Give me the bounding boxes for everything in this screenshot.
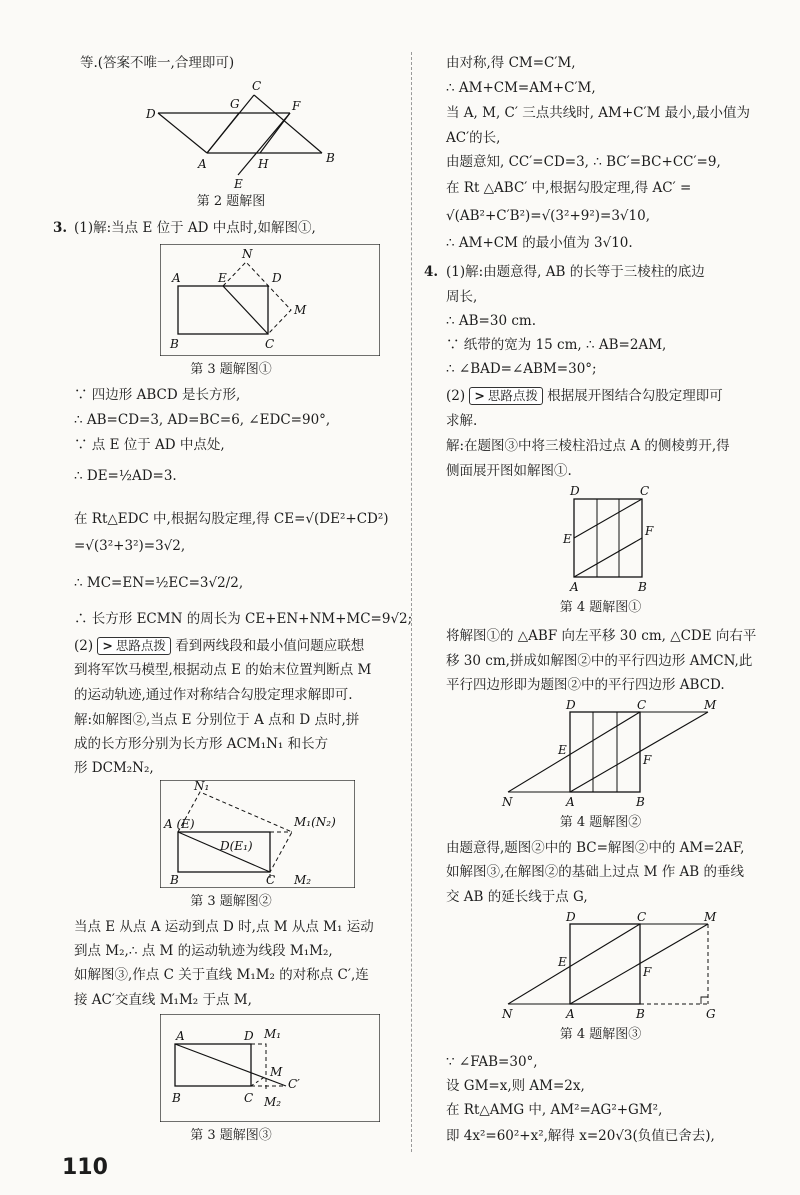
fig2-label: B bbox=[326, 151, 335, 165]
hint-line: 求解. bbox=[446, 413, 478, 429]
solution-line: 由对称,得 CM=C′M, bbox=[446, 55, 576, 71]
hint-tag bbox=[469, 387, 543, 405]
fig3c-label: M bbox=[270, 1065, 283, 1079]
solution-line: ∵ 纸带的宽为 15 cm, ∴ AB=2AM, bbox=[446, 337, 667, 353]
fig2-label: A bbox=[198, 157, 207, 171]
fig4c-right-angle bbox=[701, 997, 708, 1004]
fig4a-line-AF bbox=[574, 538, 642, 577]
fig3a-label: M bbox=[294, 303, 307, 317]
question-number: 3. bbox=[53, 220, 68, 236]
solution-line: =√(3²+3²)=3√2, bbox=[74, 538, 186, 554]
fig4a-label: D bbox=[570, 485, 580, 498]
solution-line: 平行四边形即为题图②中的平行四边形 ABCD. bbox=[446, 677, 725, 693]
fig4c-rect bbox=[570, 924, 640, 1004]
fig4a-line-EC bbox=[574, 499, 642, 538]
fig3c-label: C bbox=[244, 1091, 254, 1105]
hint-tag bbox=[97, 637, 171, 655]
solution-line: ∴ AM+CM=AM+C′M, bbox=[446, 80, 596, 96]
q3-part1: (1)解:当点 E 位于 AD 中点时,如解图①, bbox=[74, 220, 316, 236]
fig4c-label: G bbox=[706, 1007, 716, 1021]
solution-line: 解:在题图③中将三棱柱沿过点 A 的侧棱剪开,得 bbox=[446, 438, 730, 454]
fig2-line-DA bbox=[158, 113, 207, 153]
fig3c-label: C′ bbox=[288, 1077, 300, 1091]
solution-line: 周长, bbox=[446, 289, 478, 305]
page-number: 110 bbox=[62, 1155, 108, 1180]
answer-note: 等.(答案不唯一,合理即可) bbox=[80, 55, 235, 71]
solution-line: ∴ DE=½AD=3. bbox=[74, 468, 177, 484]
fig3b-label: D(E₁) bbox=[220, 839, 253, 853]
part-label: (2) bbox=[446, 388, 466, 404]
fig4b-line-AM bbox=[570, 712, 708, 792]
fig3a-label: D bbox=[272, 271, 282, 285]
fig3a-label: E bbox=[218, 271, 227, 285]
fig4b-label: M bbox=[704, 700, 717, 712]
fig4b-label: F bbox=[643, 753, 652, 767]
fig3c-label: M₁ bbox=[264, 1027, 282, 1041]
column-divider bbox=[411, 52, 412, 1152]
hint-line bbox=[446, 386, 723, 406]
solution-line: 将解图①的 △ABF 向左平移 30 cm, △CDE 向右平 bbox=[446, 628, 757, 644]
fig3a-rect bbox=[178, 286, 268, 334]
hint-line: 到将军饮马模型,根据动点 E 的始末位置判断点 M bbox=[74, 662, 372, 678]
fig4b-label: C bbox=[637, 700, 647, 712]
fig4c-label: A bbox=[566, 1007, 575, 1021]
fig4c-label: C bbox=[637, 912, 647, 924]
fig3b-label: N₁ bbox=[194, 780, 210, 793]
fig4c-line-NC bbox=[508, 924, 640, 1004]
solution-line: 在 Rt△AMG 中, AM²=AG²+GM², bbox=[446, 1102, 663, 1118]
fig2-label: D bbox=[146, 107, 156, 121]
fig4a-label: F bbox=[645, 524, 654, 538]
fig3c-label: A bbox=[176, 1029, 185, 1043]
q4-part1: (1)解:由题意得, AB 的长等于三棱柱的底边 bbox=[446, 264, 705, 280]
solution-line: √(AB²+C′B²)=√(3²+9²)=3√10, bbox=[446, 208, 650, 224]
solution-line: 在 Rt △ABC′ 中,根据勾股定理,得 AC′ = bbox=[446, 180, 692, 196]
fig4b-line-NC bbox=[508, 712, 640, 792]
fig4c-label: M bbox=[704, 912, 717, 924]
solution-line: 侧面展开图如解图①. bbox=[446, 463, 572, 479]
solution-line: ∵ ∠FAB=30°, bbox=[446, 1054, 538, 1070]
question-number: 4. bbox=[424, 264, 439, 280]
fig4a-label: B bbox=[638, 580, 647, 594]
solution-line: 到点 M₂,∴ 点 M 的运动轨迹为线段 M₁M₂, bbox=[74, 943, 333, 959]
solution-line: 如解图③,在解图②的基础上过点 M 作 AB 的垂线 bbox=[446, 864, 744, 880]
fig4b-label: E bbox=[558, 743, 567, 757]
figure-q4-1 bbox=[560, 485, 660, 595]
fig4b-rect bbox=[570, 712, 640, 792]
solution-line: ∴ AM+CM 的最小值为 3√10. bbox=[446, 235, 633, 251]
hint-text: 看到两线段和最小值问题应联想 bbox=[175, 638, 365, 654]
solution-line: 移 30 cm,拼成如解图②中的平行四边形 AMCN,此 bbox=[446, 653, 753, 669]
hint-tag-label: 思路点拨 bbox=[115, 638, 166, 653]
fig2-label: G bbox=[230, 97, 240, 111]
solution-line: 交 AB 的延长线于点 G, bbox=[446, 889, 588, 905]
fig3b-label: B bbox=[170, 873, 179, 887]
fig3a-label: N bbox=[242, 247, 253, 261]
fig3a-label: A bbox=[172, 271, 181, 285]
solution-line: AC′的长, bbox=[446, 130, 501, 146]
fig4a-label: C bbox=[640, 485, 650, 498]
solution-line: 接 AC′交直线 M₁M₂ 于点 M, bbox=[74, 992, 252, 1008]
fig4c-label: B bbox=[636, 1007, 645, 1021]
figure-q3-3 bbox=[160, 1014, 380, 1122]
fig4c-label: N bbox=[502, 1007, 513, 1021]
fig2-line-GA bbox=[207, 113, 239, 153]
fig3b-label: C bbox=[266, 873, 276, 887]
fig4a-label: E bbox=[563, 532, 572, 546]
hint-tag-label: 思路点拨 bbox=[487, 388, 538, 403]
solution-line: 当点 E 从点 A 运动到点 D 时,点 M 从点 M₁ 运动 bbox=[74, 919, 374, 935]
arrow-icon: > bbox=[102, 638, 113, 653]
hint-line: 的运动轨迹,通过作对称结合勾股定理求解即可. bbox=[74, 687, 353, 703]
solution-line: ∴ 长方形 ECMN 的周长为 CE+EN+NM+MC=9√2; bbox=[74, 611, 413, 627]
fig4c-label: F bbox=[643, 965, 652, 979]
solution-line: ∴ AB=30 cm. bbox=[446, 313, 536, 329]
solution-line: 当 A, M, C′ 三点共线时, AM+C′M 最小,最小值为 bbox=[446, 105, 750, 121]
fig3c-caption: 第 3 题解图③ bbox=[190, 1128, 272, 1143]
fig4a-caption: 第 4 题解图① bbox=[559, 600, 642, 615]
fig4b-label: N bbox=[502, 795, 513, 809]
hint-text: 根据展开图结合勾股定理即可 bbox=[547, 388, 723, 404]
figure-q4-2 bbox=[500, 700, 720, 812]
fig2-label: E bbox=[234, 177, 243, 190]
fig4b-label: B bbox=[636, 795, 645, 809]
fig4c-label: E bbox=[558, 955, 567, 969]
solution-line: 由题意知, CC′=CD=3, ∴ BC′=BC+CC′=9, bbox=[446, 154, 721, 170]
fig3b-caption: 第 3 题解图② bbox=[190, 894, 272, 909]
fig3b-label: A (E) bbox=[164, 817, 195, 831]
solution-line: ∵ 点 E 位于 AD 中点处, bbox=[74, 437, 225, 453]
solution-line: ∴ ∠BAD=∠ABM=30°; bbox=[446, 361, 597, 377]
solution-line: ∴ AB=CD=3, AD=BC=6, ∠EDC=90°, bbox=[74, 412, 331, 428]
fig3c-label: B bbox=[172, 1091, 181, 1105]
fig2-line-FH bbox=[260, 113, 290, 153]
figure-q3-2 bbox=[160, 780, 355, 888]
figure-q3-1 bbox=[160, 244, 380, 356]
fig3c-label: M₂ bbox=[264, 1095, 282, 1109]
solution-line: 成的长方形分别为长方形 ACM₁N₁ 和长方 bbox=[74, 736, 329, 752]
fig2-label: C bbox=[252, 80, 262, 93]
solution-line: 如解图③,作点 C 关于直线 M₁M₂ 的对称点 C′,连 bbox=[74, 967, 369, 983]
part-label: (2) bbox=[74, 638, 94, 654]
fig4b-caption: 第 4 题解图② bbox=[559, 815, 642, 830]
solution-line: 在 Rt△EDC 中,根据勾股定理,得 CE=√(DE²+CD²) bbox=[74, 511, 389, 527]
solution-line: 即 4x²=60²+x²,解得 x=20√3(负值已舍去), bbox=[446, 1128, 715, 1144]
fig3b-label: M₁(N₂) bbox=[294, 815, 336, 829]
fig4b-label: D bbox=[566, 700, 576, 712]
fig2-caption: 第 2 题解图 bbox=[196, 194, 266, 209]
fig3a-line-EC bbox=[223, 286, 268, 334]
fig4b-label: A bbox=[566, 795, 575, 809]
fig3b-label: M₂ bbox=[294, 873, 312, 887]
solution-line: 由题意得,题图②中的 BC=解图②中的 AM=2AF, bbox=[446, 840, 745, 856]
arrow-icon: > bbox=[474, 388, 485, 403]
fig4a-rect bbox=[574, 499, 642, 577]
fig3a-caption: 第 3 题解图① bbox=[190, 362, 272, 377]
fig3a-label: C bbox=[265, 337, 275, 351]
fig4a-label: A bbox=[570, 580, 579, 594]
solution-line: 解:如解图②,当点 E 分别位于 A 点和 D 点时,拼 bbox=[74, 712, 360, 728]
solution-line: ∴ MC=EN=½EC=3√2/2, bbox=[74, 575, 244, 591]
fig3c-rect bbox=[175, 1044, 251, 1086]
figure-q2 bbox=[142, 80, 342, 190]
solution-line: ∵ 四边形 ABCD 是长方形, bbox=[74, 387, 241, 403]
fig2-label: F bbox=[292, 99, 301, 113]
fig2-label: H bbox=[258, 157, 269, 171]
fig4c-caption: 第 4 题解图③ bbox=[559, 1027, 642, 1042]
solution-line: 形 DCM₂N₂, bbox=[74, 760, 154, 776]
fig3c-label: D bbox=[244, 1029, 254, 1043]
fig3a-label: B bbox=[170, 337, 179, 351]
figure-q4-3 bbox=[500, 912, 730, 1024]
hint-line bbox=[74, 636, 364, 656]
solution-line: 设 GM=x,则 AM=2x, bbox=[446, 1078, 585, 1094]
fig4c-line-AM bbox=[570, 924, 708, 1004]
fig4c-label: D bbox=[566, 912, 576, 924]
